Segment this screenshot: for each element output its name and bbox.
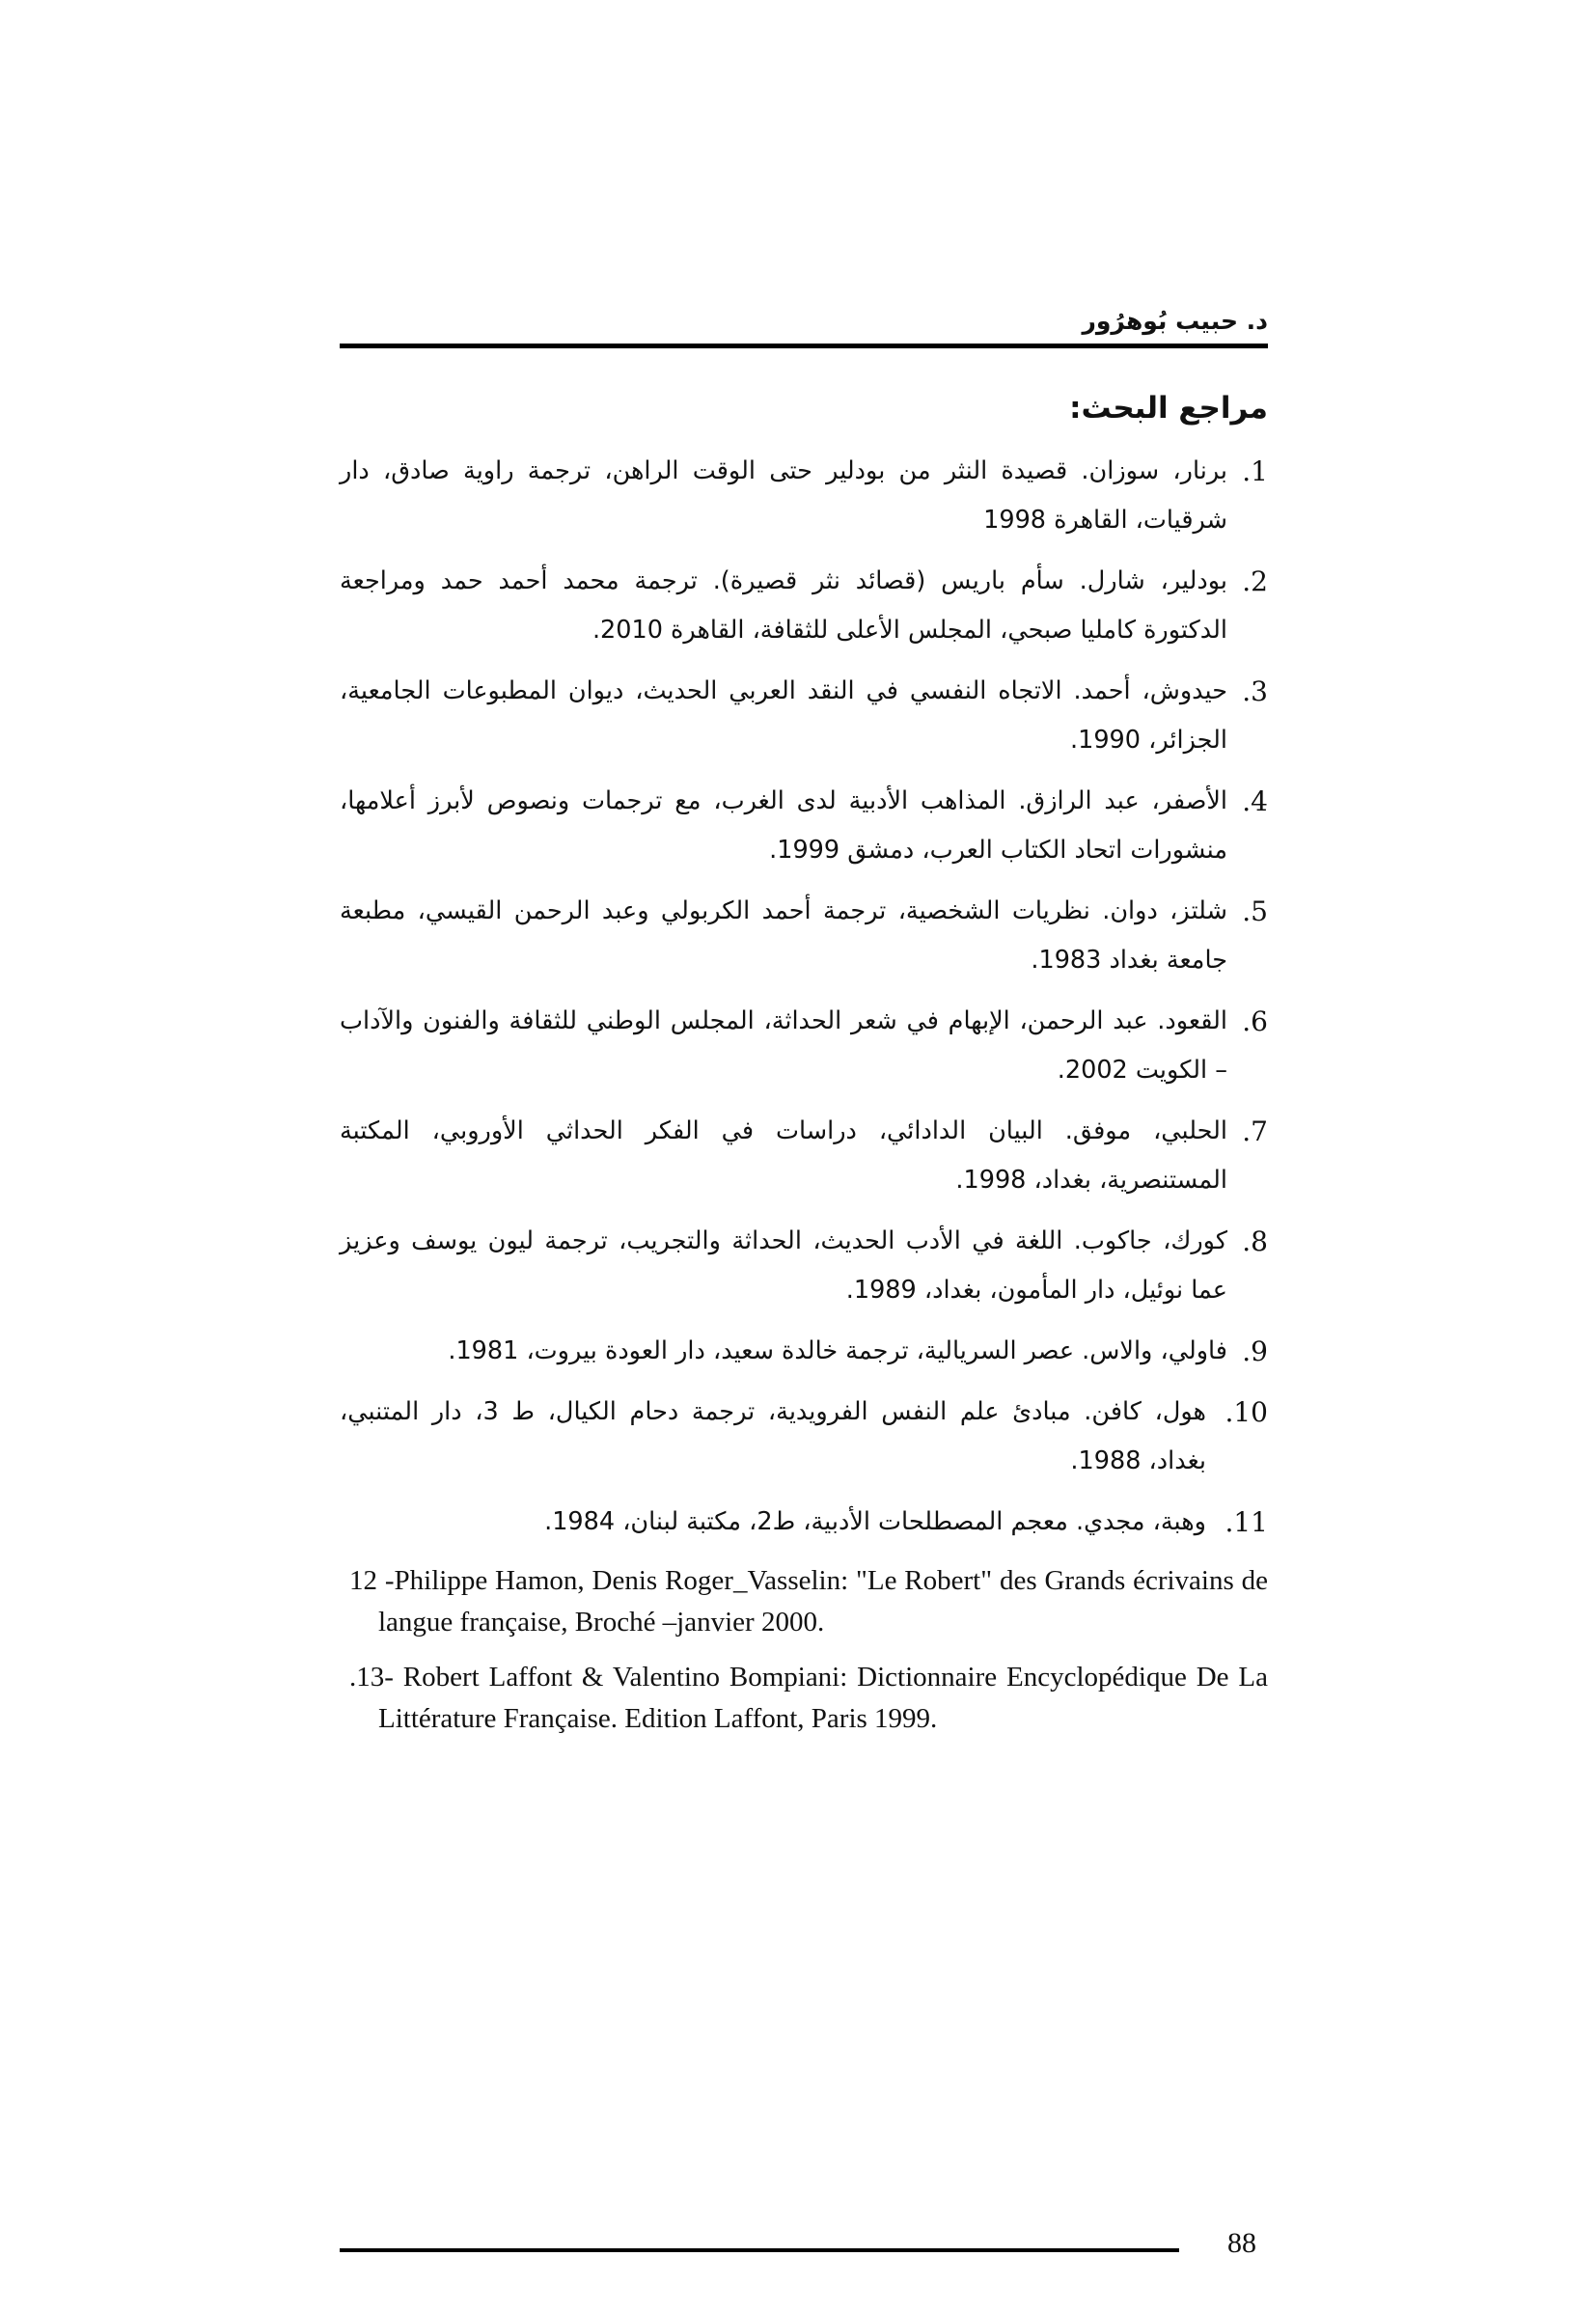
reference-item: [340, 1388, 1268, 1486]
reference-text: برنار، سوزان. قصيدة النثر من بودلير حتى الوقت الراهن، ترجمة راوية صادق، دار شرقيات، القاهرة 1998: [340, 456, 1227, 535]
latin-reference-item: 12 -Philippe Hamon, Denis Roger_Vasselin: "Le Robert" des Grands écrivains de langue française, Broché –janvier 2000.: [349, 1565, 1268, 1638]
reference-number: 4.: [1242, 785, 1268, 817]
reference-item: [340, 997, 1268, 1095]
reference-text: وهبة، مجدي. معجم المصطلحات الأدبية، ط2، مكتبة لبنان، 1984.: [544, 1507, 1206, 1536]
running-header: [340, 307, 1268, 347]
reference-text: القعود. عبد الرحمن، الإبهام في شعر الحداثة، المجلس الوطني للثقافة والفنون والآداب – الكويت 2002.: [340, 1006, 1227, 1085]
reference-text: هول، كافن. مبادئ علم النفس الفرويدية، ترجمة دحام الكيال، ط 3، دار المتنبي، بغداد، 1988.: [340, 1397, 1206, 1475]
latin-reference-item: .13- Robert Laffont & Valentino Bompiani: Dictionnaire Encyclopédique De La Littérature Française. Edition Laffont, Paris 1999.: [349, 1662, 1268, 1734]
reference-item: [340, 1498, 1268, 1547]
reference-text: حيدوش، أحمد. الاتجاه النفسي في النقد العربي الحديث، ديوان المطبوعات الجامعية، الجزائر، 1990.: [340, 676, 1227, 755]
reference-text: فاولي، والاس. عصر السريالية، ترجمة خالدة سعيد، دار العودة بيروت، 1981.: [448, 1336, 1227, 1365]
reference-number: 1.: [1242, 455, 1268, 487]
page-content: [340, 391, 1268, 1740]
footer-rule-final: [340, 2248, 1179, 2252]
reference-number: 9.: [1242, 1335, 1268, 1367]
reference-text: بودلير، شارل. سأم باريس (قصائد نثر قصيرة). ترجمة محمد أحمد حمد ومراجعة الدكتورة كامليا صبحي، المجلس الأعلى للثقافة، القاهرة 2010.: [340, 566, 1227, 645]
reference-item: [340, 1107, 1268, 1205]
header-rule: [340, 344, 1268, 348]
reference-item: [340, 1327, 1268, 1376]
reference-number: 7.: [1242, 1115, 1268, 1147]
reference-item: [340, 667, 1268, 765]
reference-text: الأصفر، عبد الرازق. المذاهب الأدبية لدى الغرب، مع ترجمات ونصوص لأبرز أعلامها، منشورات اتحاد الكتاب العرب، دمشق 1999.: [340, 786, 1227, 865]
reference-text: الحلبي، موفق. البيان الدادائي، دراسات في الفكر الحداثي الأوروبي، المكتبة المستنصرية، بغداد، 1998.: [340, 1116, 1227, 1195]
reference-number: 8.: [1242, 1225, 1268, 1257]
reference-item: [340, 777, 1268, 875]
footer-container: [340, 2279, 1268, 2308]
reference-number: 2.: [1242, 565, 1268, 597]
reference-number: 6.: [1242, 1005, 1268, 1037]
reference-item: [340, 447, 1268, 545]
reference-item: [340, 557, 1268, 655]
reference-number: 10.: [1225, 1396, 1268, 1428]
reference-number: 11.: [1225, 1506, 1268, 1538]
reference-item: [340, 1217, 1268, 1315]
reference-number: 5.: [1242, 895, 1268, 927]
reference-item: [340, 887, 1268, 985]
reference-number: 3.: [1242, 675, 1268, 707]
header-author: د. حبيب بُوهرُور: [1082, 307, 1268, 335]
section-title: مراجع البحث:: [1069, 391, 1268, 426]
reference-text: كورك، جاكوب. اللغة في الأدب الحديث، الحداثة والتجريب، ترجمة ليون يوسف وعزيز عما نوئيل، دار المأمون، بغداد، 1989.: [340, 1226, 1227, 1305]
reference-text: شلتز، دوان. نظريات الشخصية، ترجمة أحمد الكربولي وعبد الرحمن القيسي، مطبعة جامعة بغداد 1983.: [340, 896, 1227, 975]
page-number: 88: [1227, 2227, 1256, 2259]
arabic-reference-list: [340, 447, 1268, 1547]
